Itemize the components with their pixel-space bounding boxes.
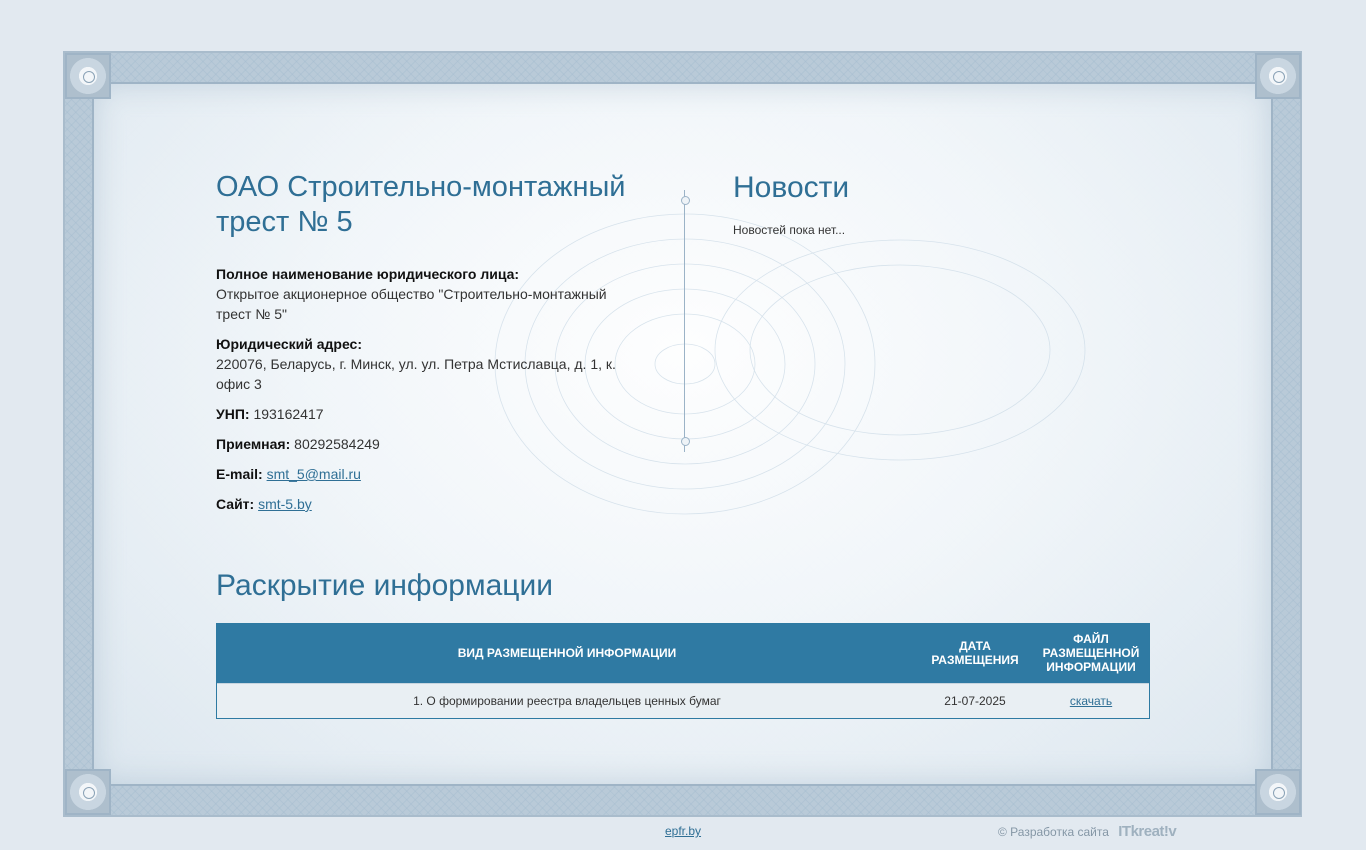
email-link[interactable]: smt_5@mail.ru — [266, 466, 361, 482]
footer-link[interactable]: epfr.by — [665, 824, 702, 838]
developer-text: © Разработка сайта — [998, 825, 1109, 839]
full-name-value: Открытое акционерное общество "Строительно-монтажный трест № 5" — [216, 286, 607, 322]
frame-corner-ornament — [65, 769, 111, 815]
news-empty-message: Новостей пока нет... — [733, 223, 846, 237]
unp-value: 193162417 — [253, 406, 324, 422]
email-label: E-mail: — [216, 466, 263, 482]
frame-corner-ornament — [1255, 769, 1301, 815]
download-link[interactable]: скачать — [1069, 693, 1113, 708]
company-title: ОАО Строительно-монтажный трест № 5 — [216, 171, 626, 238]
email-field — [216, 464, 626, 484]
row-type-cell: 1. О формировании реестра владельцев ценных бумаг — [217, 683, 917, 718]
developer-logo[interactable]: ITkreat!v — [1118, 823, 1177, 840]
site-link[interactable]: smt-5.by — [258, 496, 312, 512]
full-name-label: Полное наименование юридического лица: — [216, 266, 520, 282]
column-header-date: ДАТА РАЗМЕЩЕНИЯ — [917, 624, 1033, 683]
column-header-type: ВИД РАЗМЕЩЕННОЙ ИНФОРМАЦИИ — [217, 624, 917, 683]
unp-field — [216, 404, 626, 424]
phone-field — [216, 434, 626, 454]
row-file-cell — [1033, 683, 1149, 718]
frame-corner-ornament — [1255, 53, 1301, 99]
disclosure-title: Раскрытие информации — [216, 569, 553, 602]
site-label: Сайт: — [216, 496, 255, 512]
frame-corner-ornament — [65, 53, 111, 99]
company-info — [216, 170, 626, 524]
footer-developer — [998, 823, 1176, 840]
table-row — [217, 683, 1149, 718]
site-field — [216, 494, 626, 514]
address-field — [216, 334, 626, 394]
unp-label: УНП: — [216, 406, 250, 422]
column-header-file: ФАЙЛ РАЗМЕЩЕННОЙ ИНФОРМАЦИИ — [1033, 624, 1149, 683]
address-value: 220076, Беларусь, г. Минск, ул. ул. Петра Мстиславца, д. 1, к. офис 3 — [216, 356, 616, 392]
address-label: Юридический адрес: — [216, 336, 362, 352]
row-date-cell: 21-07-2025 — [917, 683, 1033, 718]
column-divider — [684, 190, 685, 452]
news-section — [733, 170, 1153, 237]
disclosure-table — [216, 623, 1150, 719]
news-title: Новости — [733, 171, 850, 204]
phone-label: Приемная: — [216, 436, 291, 452]
full-name-field — [216, 264, 626, 324]
phone-value: 80292584249 — [294, 436, 380, 452]
